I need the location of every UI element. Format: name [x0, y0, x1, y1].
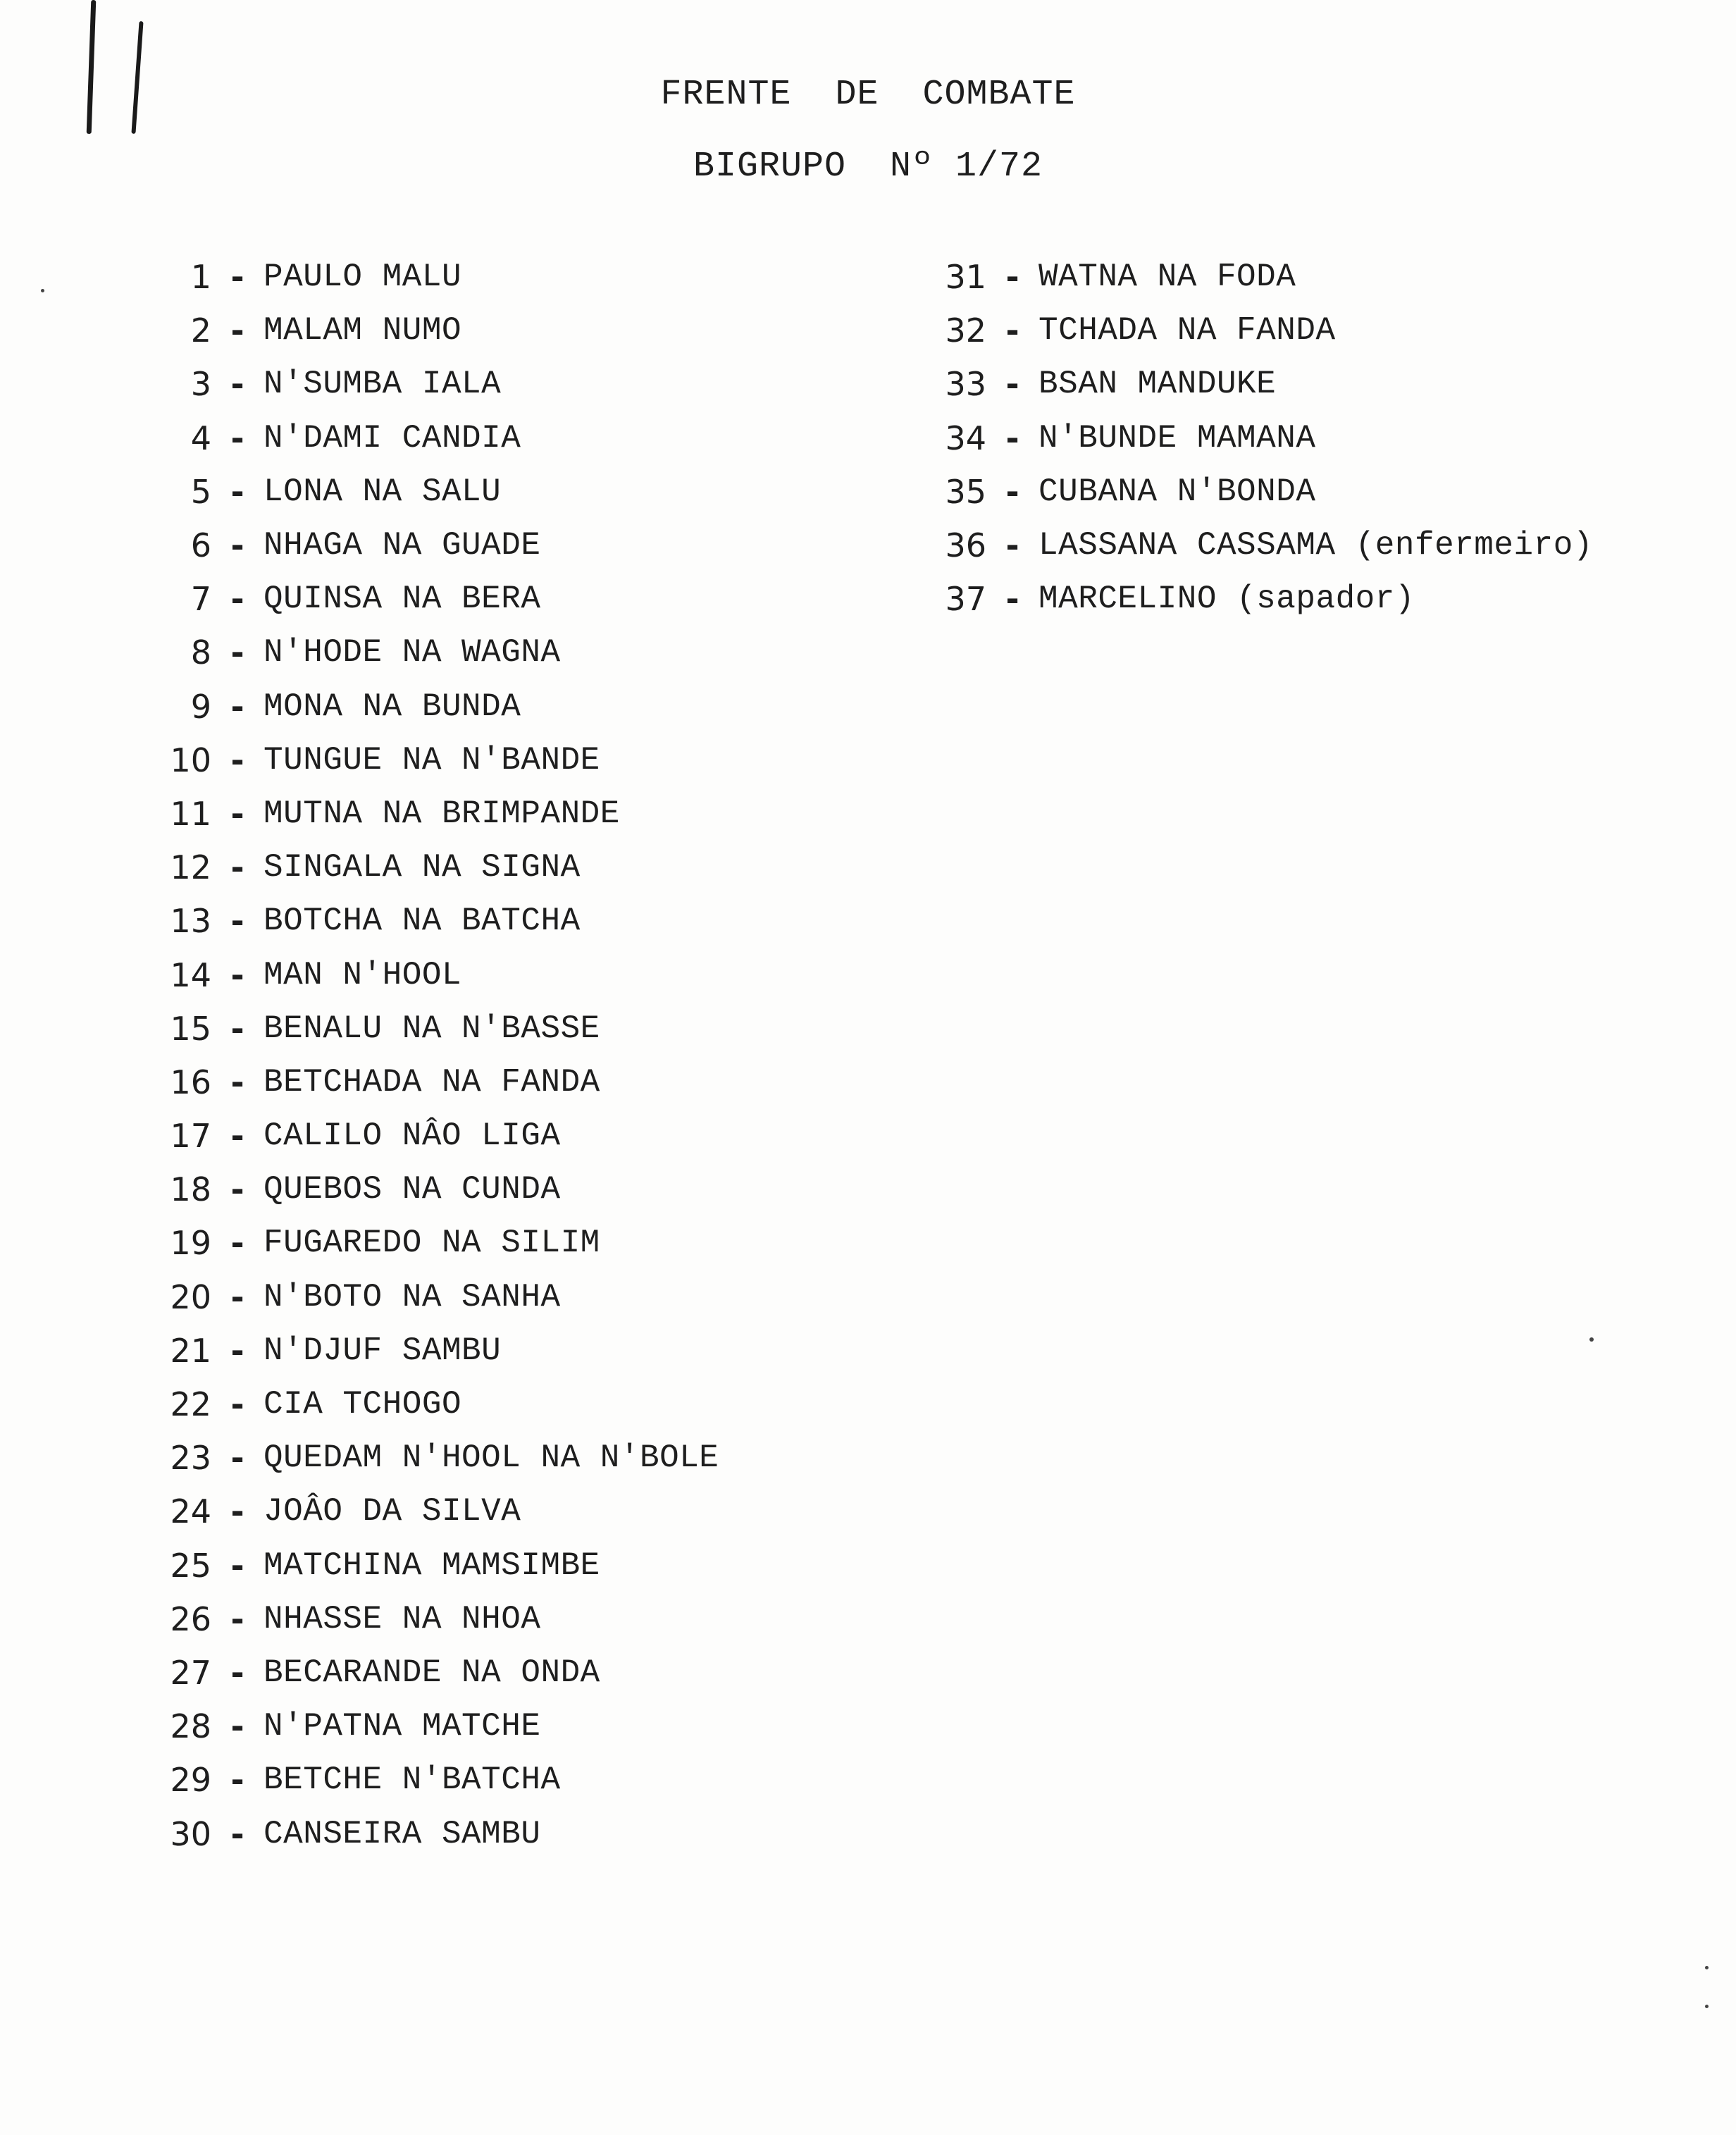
entry-number: 34	[945, 419, 986, 457]
entry-name: MUTNA NA BRIMPANDE	[264, 795, 620, 832]
entry-separator: -	[230, 472, 244, 511]
roster-entry	[916, 519, 1593, 572]
entry-separator: -	[230, 1117, 244, 1156]
roster-entry	[916, 465, 1593, 519]
entry-separator: -	[230, 1277, 244, 1316]
entry-name: N'BUNDE MAMANA	[1038, 419, 1316, 457]
entry-name: LASSANA CASSAMA (enfermeiro)	[1038, 527, 1593, 564]
entry-number: 17	[170, 1117, 211, 1156]
entry-number: 32	[945, 311, 986, 350]
entry-name: N'SUMBA IALA	[264, 366, 502, 403]
entry-name: CUBANA N'BONDA	[1038, 473, 1316, 510]
roster-entry	[141, 411, 719, 465]
roster-left-column	[141, 250, 719, 1861]
entry-number: 2	[190, 311, 211, 350]
document-title	[0, 75, 1736, 115]
roster-entry	[141, 1056, 719, 1109]
entry-name: TCHADA NA FANDA	[1038, 312, 1336, 349]
entry-separator: -	[230, 1492, 244, 1531]
entry-name: BETCHE N'BATCHA	[264, 1762, 561, 1799]
entry-name: BETCHADA NA FANDA	[264, 1063, 600, 1101]
roster-entry	[141, 841, 719, 894]
document-subtitle	[0, 147, 1736, 187]
entry-name: MALAM NUMO	[264, 312, 462, 349]
roster-entry	[141, 1646, 719, 1700]
entry-name: N'PATNA MATCHE	[264, 1708, 541, 1745]
entry-separator: -	[1005, 580, 1019, 619]
entry-number: 4	[190, 419, 211, 457]
roster-entry	[916, 357, 1593, 411]
roster-entry	[141, 787, 719, 841]
entry-separator: -	[230, 365, 244, 404]
roster-entry	[141, 1431, 719, 1485]
entry-separator: -	[230, 419, 244, 457]
roster-entry	[141, 1378, 719, 1431]
entry-number: 26	[170, 1599, 211, 1638]
entry-separator: -	[230, 1331, 244, 1370]
entry-name: BECARANDE NA ONDA	[264, 1654, 600, 1691]
roster-entry	[141, 734, 719, 787]
entry-number: 21	[170, 1331, 211, 1370]
entry-number: 23	[170, 1439, 211, 1478]
title-line-1: FRENTE DE COMBATE	[660, 75, 1076, 115]
entry-number: 29	[170, 1761, 211, 1800]
roster-entry	[141, 1270, 719, 1324]
entry-number: 15	[170, 1009, 211, 1048]
entry-separator: -	[1005, 526, 1019, 565]
entry-name: MATCHINA MAMSIMBE	[264, 1547, 600, 1584]
entry-number: 16	[170, 1063, 211, 1101]
roster-entry	[916, 572, 1593, 626]
entry-number: 8	[190, 633, 211, 672]
entry-separator: -	[230, 526, 244, 565]
entry-name: QUEBOS NA CUNDA	[264, 1171, 561, 1208]
entry-name: QUINSA NA BERA	[264, 581, 541, 618]
roster-entry	[141, 1753, 719, 1807]
entry-number: 22	[170, 1385, 211, 1424]
entry-name: NHASSE NA NHOA	[264, 1600, 541, 1638]
entry-number: 9	[190, 687, 211, 726]
entry-separator: -	[230, 1009, 244, 1048]
entry-number: 7	[190, 580, 211, 619]
entry-name: MONA NA BUNDA	[264, 688, 521, 725]
roster-entry	[141, 1002, 719, 1056]
roster-entry	[141, 1592, 719, 1646]
entry-separator: -	[230, 1224, 244, 1263]
entry-separator: -	[230, 258, 244, 297]
entry-name: N'HODE NA WAGNA	[264, 634, 561, 672]
entry-name: N'DJUF SAMBU	[264, 1332, 502, 1369]
entry-number: 20	[170, 1277, 211, 1316]
entry-separator: -	[230, 794, 244, 833]
entry-name: NHAGA NA GUADE	[264, 527, 541, 564]
entry-name: WATNA NA FODA	[1038, 259, 1296, 296]
roster-entry	[141, 1539, 719, 1592]
entry-number: 6	[190, 526, 211, 565]
scan-speck	[1705, 1966, 1709, 1969]
roster-entry	[141, 1324, 719, 1378]
roster-entry	[141, 1163, 719, 1216]
entry-number: 5	[190, 472, 211, 511]
entry-name: CANSEIRA SAMBU	[264, 1815, 541, 1852]
entry-separator: -	[230, 955, 244, 994]
entry-number: 18	[170, 1170, 211, 1209]
scan-speck	[41, 289, 44, 292]
roster-entry	[141, 572, 719, 626]
entry-number: 1	[190, 258, 211, 297]
entry-separator: -	[230, 580, 244, 619]
entry-number: 12	[170, 848, 211, 887]
roster-right-column	[916, 250, 1593, 626]
roster-entry	[141, 1700, 719, 1753]
roster-entry	[141, 304, 719, 357]
entry-number: 24	[170, 1492, 211, 1531]
entry-number: 37	[945, 580, 986, 619]
entry-name: MARCELINO (sapador)	[1038, 581, 1415, 618]
entry-name: BOTCHA NA BATCHA	[264, 903, 581, 940]
entry-number: 10	[170, 741, 211, 779]
entry-separator: -	[230, 1170, 244, 1209]
entry-name: QUEDAM N'HOOL NA N'BOLE	[264, 1440, 719, 1477]
entry-number: 33	[945, 365, 986, 404]
entry-separator: -	[230, 1063, 244, 1101]
entry-name: MAN N'HOOL	[264, 956, 462, 994]
entry-number: 11	[170, 794, 211, 833]
entry-separator: -	[1005, 258, 1019, 297]
roster-entry	[141, 1807, 719, 1860]
entry-separator: -	[230, 1653, 244, 1692]
entry-name: LONA NA SALU	[264, 473, 502, 510]
roster-entry	[916, 411, 1593, 465]
entry-separator: -	[230, 633, 244, 672]
entry-separator: -	[230, 311, 244, 350]
roster-entry	[141, 1109, 719, 1163]
roster-entry	[141, 465, 719, 519]
entry-number: 25	[170, 1546, 211, 1585]
entry-separator: -	[230, 848, 244, 887]
roster-entry	[141, 948, 719, 1001]
entry-separator: -	[230, 1707, 244, 1746]
scan-speck	[1589, 1337, 1594, 1342]
title-line-2: BIGRUPO Nº 1/72	[693, 147, 1043, 187]
scan-speck	[1705, 2005, 1709, 2008]
roster-entry	[141, 519, 719, 572]
roster-entry	[141, 357, 719, 411]
entry-name: CALILO NÂO LIGA	[264, 1118, 561, 1155]
entry-name: PAULO MALU	[264, 259, 462, 296]
entry-name: FUGAREDO NA SILIM	[264, 1225, 600, 1262]
entry-number: 3	[190, 365, 211, 404]
entry-number: 27	[170, 1653, 211, 1692]
entry-number: 13	[170, 902, 211, 941]
entry-number: 14	[170, 955, 211, 994]
roster-entry	[141, 626, 719, 679]
entry-separator: -	[1005, 365, 1019, 404]
entry-separator: -	[230, 1761, 244, 1800]
entry-number: 31	[945, 258, 986, 297]
entry-separator: -	[1005, 419, 1019, 457]
roster-entry	[141, 680, 719, 734]
entry-name: N'BOTO NA SANHA	[264, 1278, 561, 1316]
entry-separator: -	[1005, 311, 1019, 350]
entry-number: 30	[170, 1814, 211, 1853]
roster-entry	[141, 250, 719, 304]
entry-separator: -	[230, 1599, 244, 1638]
entry-name: BENALU NA N'BASSE	[264, 1010, 600, 1047]
roster-entry	[916, 250, 1593, 304]
roster-entry	[916, 304, 1593, 357]
roster-entry	[141, 1216, 719, 1270]
entry-number: 19	[170, 1224, 211, 1263]
entry-name: TUNGUE NA N'BANDE	[264, 741, 600, 779]
entry-separator: -	[230, 1546, 244, 1585]
entry-separator: -	[230, 1385, 244, 1424]
entry-name: JOÂO DA SILVA	[264, 1493, 521, 1530]
entry-number: 35	[945, 472, 986, 511]
entry-separator: -	[230, 687, 244, 726]
entry-separator: -	[230, 741, 244, 779]
entry-number: 28	[170, 1707, 211, 1746]
roster-entry	[141, 1485, 719, 1538]
entry-separator: -	[230, 1439, 244, 1478]
entry-number: 36	[945, 526, 986, 565]
entry-separator: -	[230, 1814, 244, 1853]
entry-name: CIA TCHOGO	[264, 1386, 462, 1423]
entry-name: N'DAMI CANDIA	[264, 419, 521, 457]
roster-entry	[141, 894, 719, 948]
entry-name: BSAN MANDUKE	[1038, 366, 1277, 403]
entry-separator: -	[230, 902, 244, 941]
entry-separator: -	[1005, 472, 1019, 511]
entry-name: SINGALA NA SIGNA	[264, 849, 581, 886]
